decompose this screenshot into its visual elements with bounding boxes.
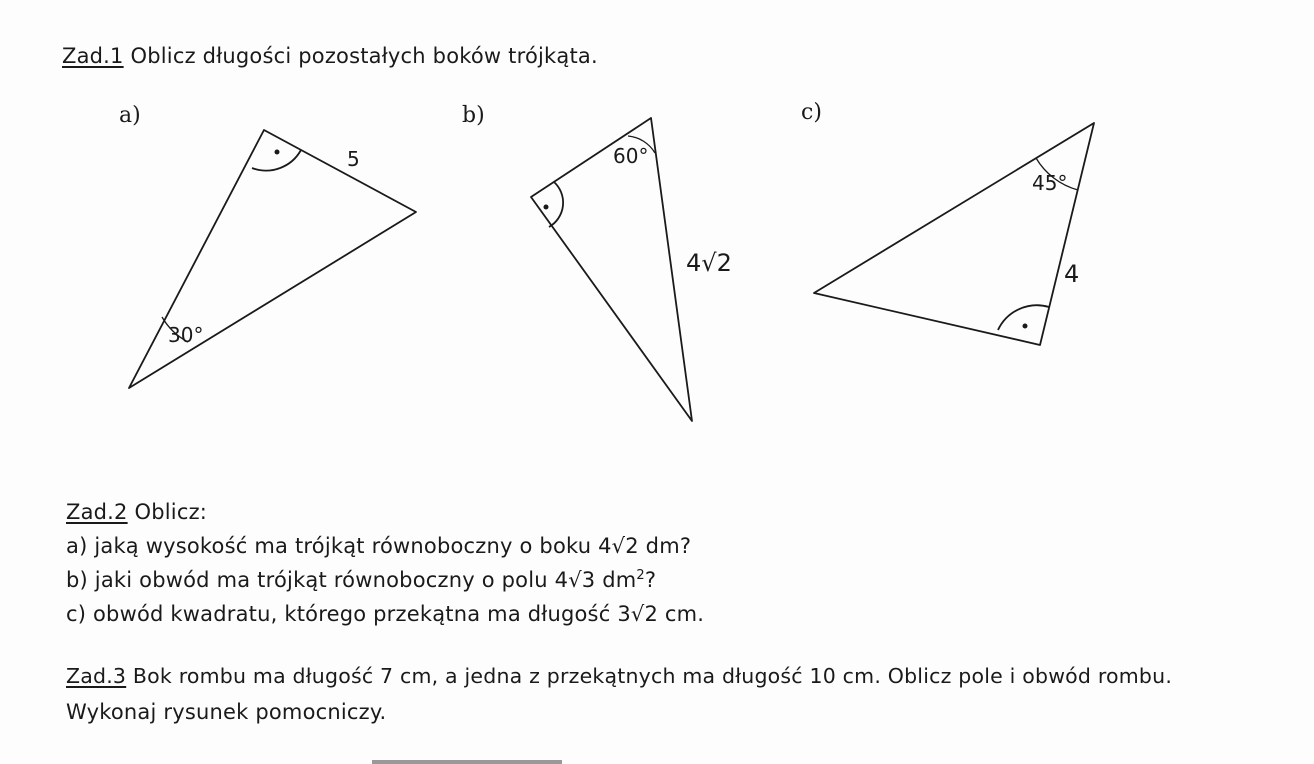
triangle-b: [531, 118, 692, 421]
triangle-a: [129, 130, 416, 388]
triangle-c-side-label: 4: [1064, 260, 1080, 288]
zad2-item-b-superscript: 2: [636, 568, 645, 583]
zad2-item-b: [66, 568, 656, 592]
triangle-b-angle-label: 60°: [613, 144, 649, 168]
zad2-item-b-text: b) jaki obwód ma trójkąt równoboczny o polu 4√3 dm: [66, 568, 637, 592]
triangle-b-right-angle-arc: [549, 182, 563, 227]
triangle-c: [814, 123, 1094, 345]
zad1-c-label: c): [801, 100, 822, 125]
zad2-item-c-text: c) obwód kwadratu, którego przekątna ma długość 3√2 cm.: [66, 602, 705, 626]
triangle-c-right-angle-dot: [1023, 324, 1028, 329]
scan-edge-mark: [372, 760, 562, 764]
triangle-a-angle-label: 30°: [168, 323, 204, 347]
zad2-heading: [66, 500, 207, 524]
zad3-text: Bok rombu ma długość 7 cm, a jedna z przekątnych ma długość 10 cm. Oblicz pole i obwód rombu.: [126, 664, 1173, 688]
zad2-text: Oblicz:: [127, 500, 208, 524]
triangle-b-side-label: 4√2: [686, 249, 732, 277]
triangle-a-right-angle-dot: [275, 150, 280, 155]
triangle-c-angle-label: 45°: [1032, 171, 1068, 195]
zad3-label: Zad.3: [66, 664, 127, 688]
zad1-label: Zad.1: [62, 44, 124, 68]
zad1-a-label: a): [119, 103, 141, 128]
zad2-item-a-text: a) jaką wysokość ma trójkąt równoboczny o boku 4√2 dm?: [66, 534, 692, 558]
zad1-text: Oblicz długości pozostałych boków trójkąta.: [123, 44, 598, 68]
triangle-b-right-angle-dot: [544, 205, 549, 210]
zad3-heading: [66, 664, 1172, 688]
zad2-item-a: [66, 534, 691, 558]
zad2-item-c: [66, 602, 704, 626]
zad1-b-label: b): [462, 103, 485, 128]
zad2-label: Zad.2: [66, 500, 128, 524]
triangle-a-side-label: 5: [347, 147, 360, 171]
zad2-item-b-end: ?: [644, 568, 657, 592]
zad3-line2: Wykonaj rysunek pomocniczy.: [66, 700, 387, 724]
